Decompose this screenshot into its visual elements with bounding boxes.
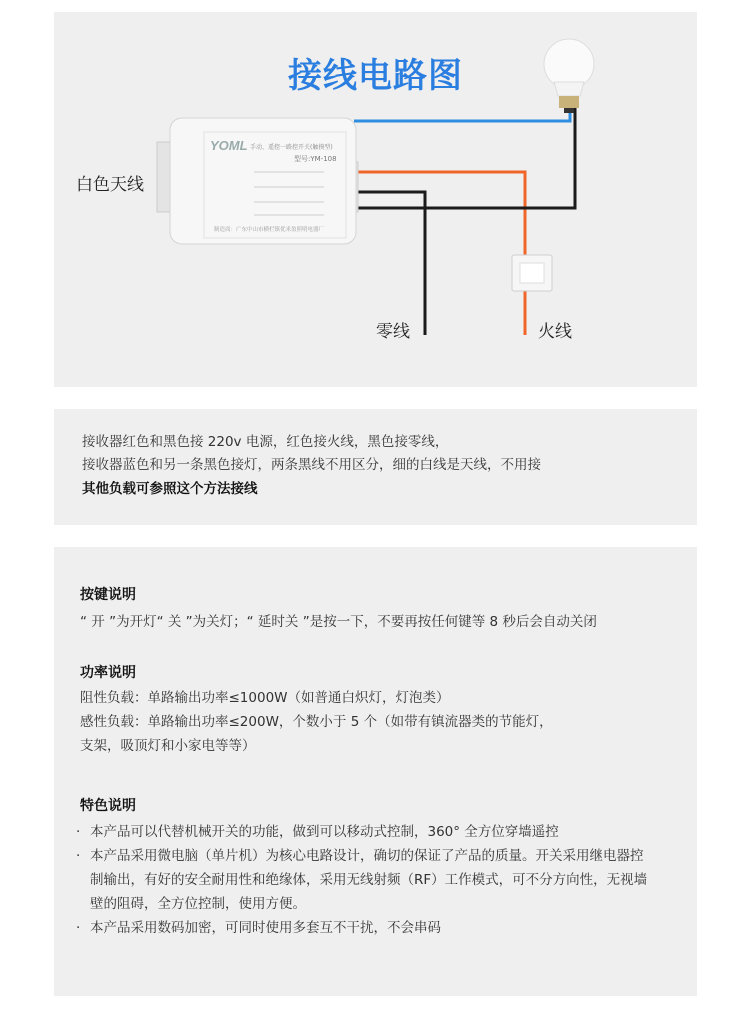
feature-item [76, 844, 676, 916]
feature-text: 本产品可以代替机械开关的功能，做到可以移动式控制，360° 全方位穿墙遥控 [90, 824, 559, 840]
feature-text: 本产品采用数码加密，可同时使用多套互不干扰，不会串码 [90, 920, 441, 936]
instructions-panel [54, 547, 697, 996]
black-wire-neutral [354, 192, 425, 335]
device-brand: YOML [210, 138, 248, 153]
wiring-diagram-panel [54, 12, 697, 387]
features-heading: 特色说明 [80, 798, 136, 814]
feature-item [76, 916, 676, 940]
bullet: · [76, 920, 81, 936]
device-description: 手动、遥控一路控开关(触摸型) [250, 144, 333, 151]
power-line-1: 阻性负载：单路输出功率≤1000W（如普通白炽灯，灯泡类） [80, 690, 450, 706]
note-line-2: 接收器蓝色和另一条黑色接灯，两条黑线不用区分，细的白线是天线，不用接 [82, 457, 541, 473]
antenna-label: 白色天线 [76, 175, 144, 195]
power-heading: 功率说明 [80, 665, 136, 681]
device-model: 型号:YM-108 [294, 155, 337, 163]
blue-wire [354, 102, 570, 121]
live-label: 火线 [538, 322, 572, 342]
neutral-label: 零线 [376, 322, 410, 342]
bullet: · [76, 824, 81, 840]
light-bulb-icon [544, 39, 594, 113]
feature-item [76, 820, 676, 844]
bullet: · [76, 848, 81, 864]
keys-text: “ 开 ”为开灯“ 关 ”为关灯；“ 延时关 ”是按一下，不要再按任何键等 8 秒后会自动关闭 [80, 614, 597, 630]
red-wire-to-switch [354, 172, 525, 257]
feature-text: 本产品采用微电脑（单片机）为核心电路设计，确切的保证了产品的质量。开关采用继电器控制输出，有好的安全耐用性和绝缘体，采用无线射频（RF）工作模式，可不分方向性，无视墙壁的阻碍，全方位控制，使用方便。 [90, 848, 648, 912]
note-line-1: 接收器红色和黑色接 220v 电源，红色接火线，黑色接零线， [82, 434, 449, 450]
keys-heading: 按键说明 [80, 587, 136, 603]
receiver-device [157, 118, 358, 244]
notes-panel [54, 409, 697, 525]
wall-switch-icon [512, 255, 552, 291]
power-line-3: 支架，吸顶灯和小家电等等） [80, 738, 256, 754]
device-maker: 制造商：广东中山市横栏镇优米盈照明电器厂 [214, 227, 325, 233]
note-line-3: 其他负载可参照这个方法接线 [82, 481, 258, 497]
diagram-title: 接线电路图 [288, 56, 463, 96]
power-line-2: 感性负载：单路输出功率≤200W，个数小于 5 个（如带有镇流器类的节能灯， [80, 714, 553, 730]
